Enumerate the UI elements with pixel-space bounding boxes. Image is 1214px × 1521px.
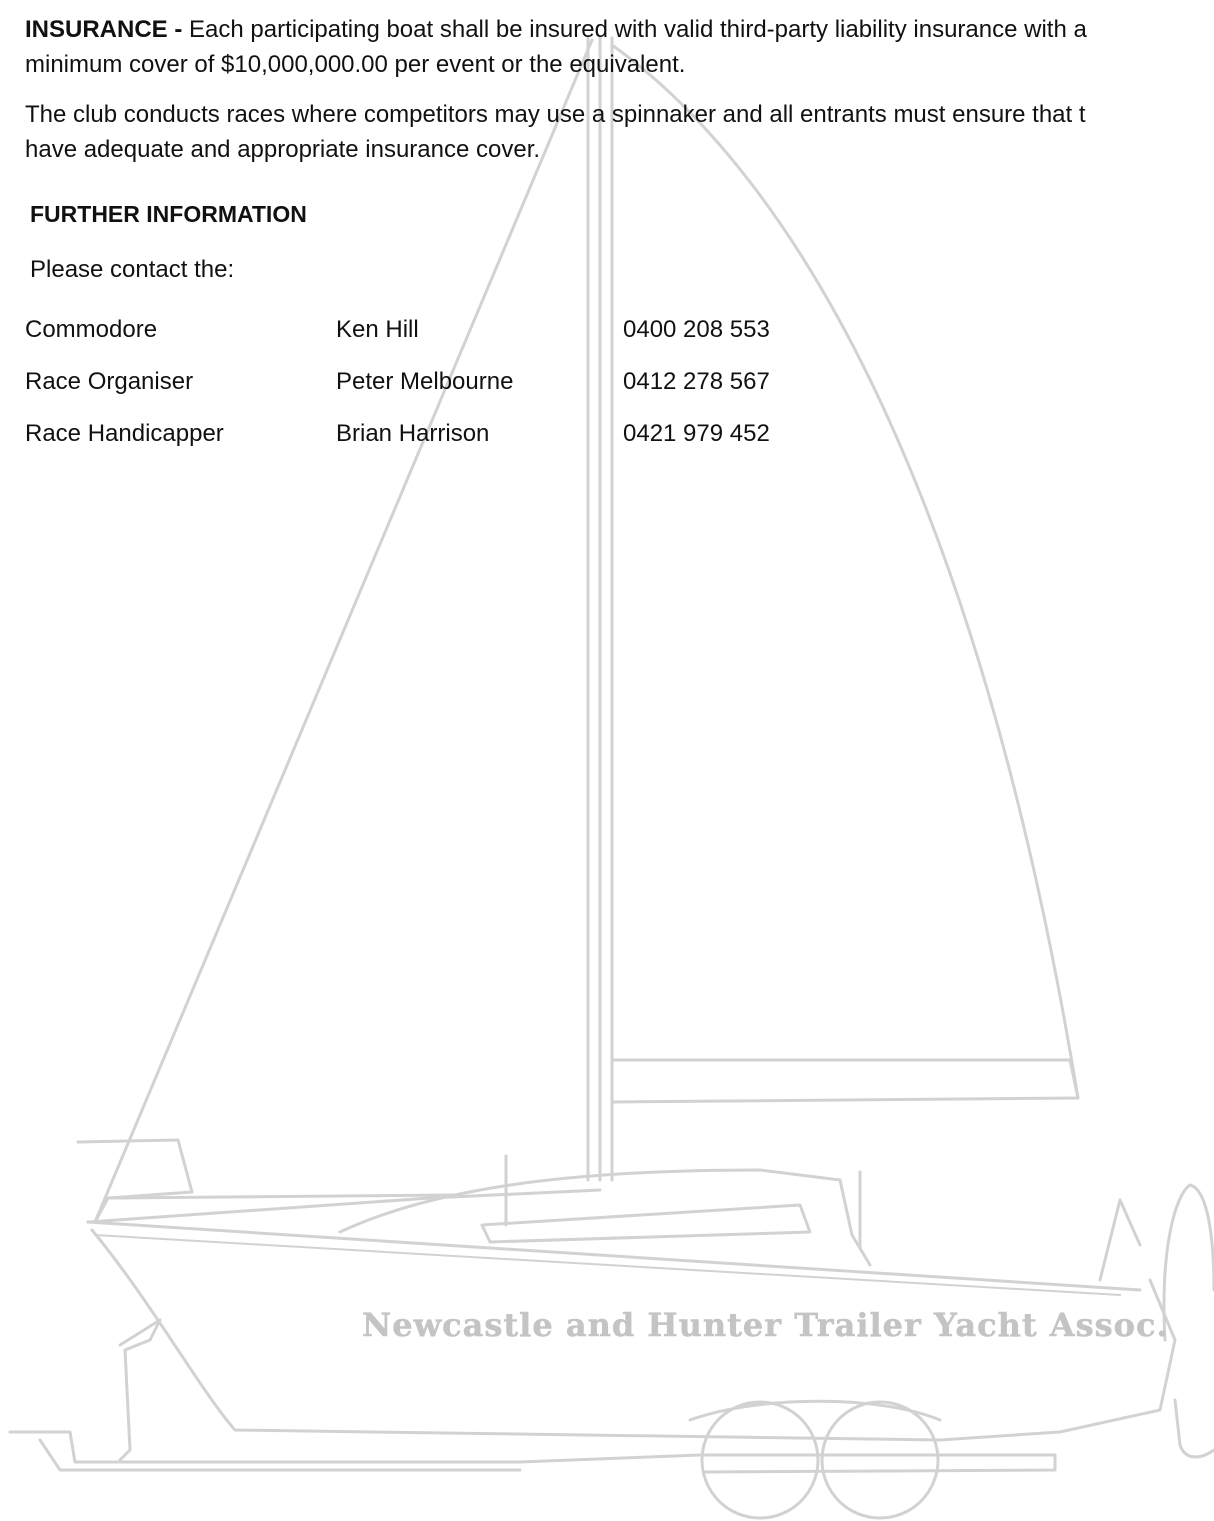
insurance-paragraph [25,12,1214,82]
further-info-heading: FURTHER INFORMATION [30,201,307,227]
trailer-wheel-front [822,1402,938,1518]
club-notice-paragraph [25,97,1214,167]
contact-row [25,312,925,347]
contact-phone: 0412 278 567 [623,368,770,395]
mudguard [690,1401,940,1420]
further-info-intro: Please contact the: [30,256,235,283]
contact-phone: 0400 208 553 [623,316,770,343]
hull-text-watermark: Newcastle and Hunter Trailer Yacht Assoc. [362,1306,1169,1344]
contact-role: Commodore [25,316,158,343]
mast [588,38,612,1180]
trailer-wheel-rear [702,1402,818,1518]
contact-name: Brian Harrison [336,420,490,447]
insurance-label: INSURANCE - [25,16,183,43]
contact-name: Peter Melbourne [336,368,514,395]
mainsail-leech [612,45,1078,1098]
pulpit [78,1140,192,1222]
insurance-line-1 [25,12,1214,47]
contact-role: Race Handicapper [25,420,224,447]
contact-row [25,364,925,399]
insurance-text-1: Each participating boat shall be insured with valid third-party liability insurance with a [182,16,1087,43]
contact-role: Race Organiser [25,368,194,395]
outboard [1164,1185,1214,1457]
contact-name: Ken Hill [336,316,419,343]
jockey-wheel [120,1320,160,1460]
insurance-line-2: minimum cover of $10,000,000.00 per event or the equivalent. [25,51,686,78]
cabin [340,1170,870,1265]
boom [612,1060,1078,1102]
stern [1100,1200,1140,1280]
contact-phone: 0421 979 452 [623,420,770,447]
club-notice-line-2: have adequate and appropriate insurance cover. [25,136,541,163]
club-notice-line-1: The club conducts races where competitors may use a spinnaker and all entrants must ensure that t [25,101,1086,128]
contact-row [25,416,925,451]
